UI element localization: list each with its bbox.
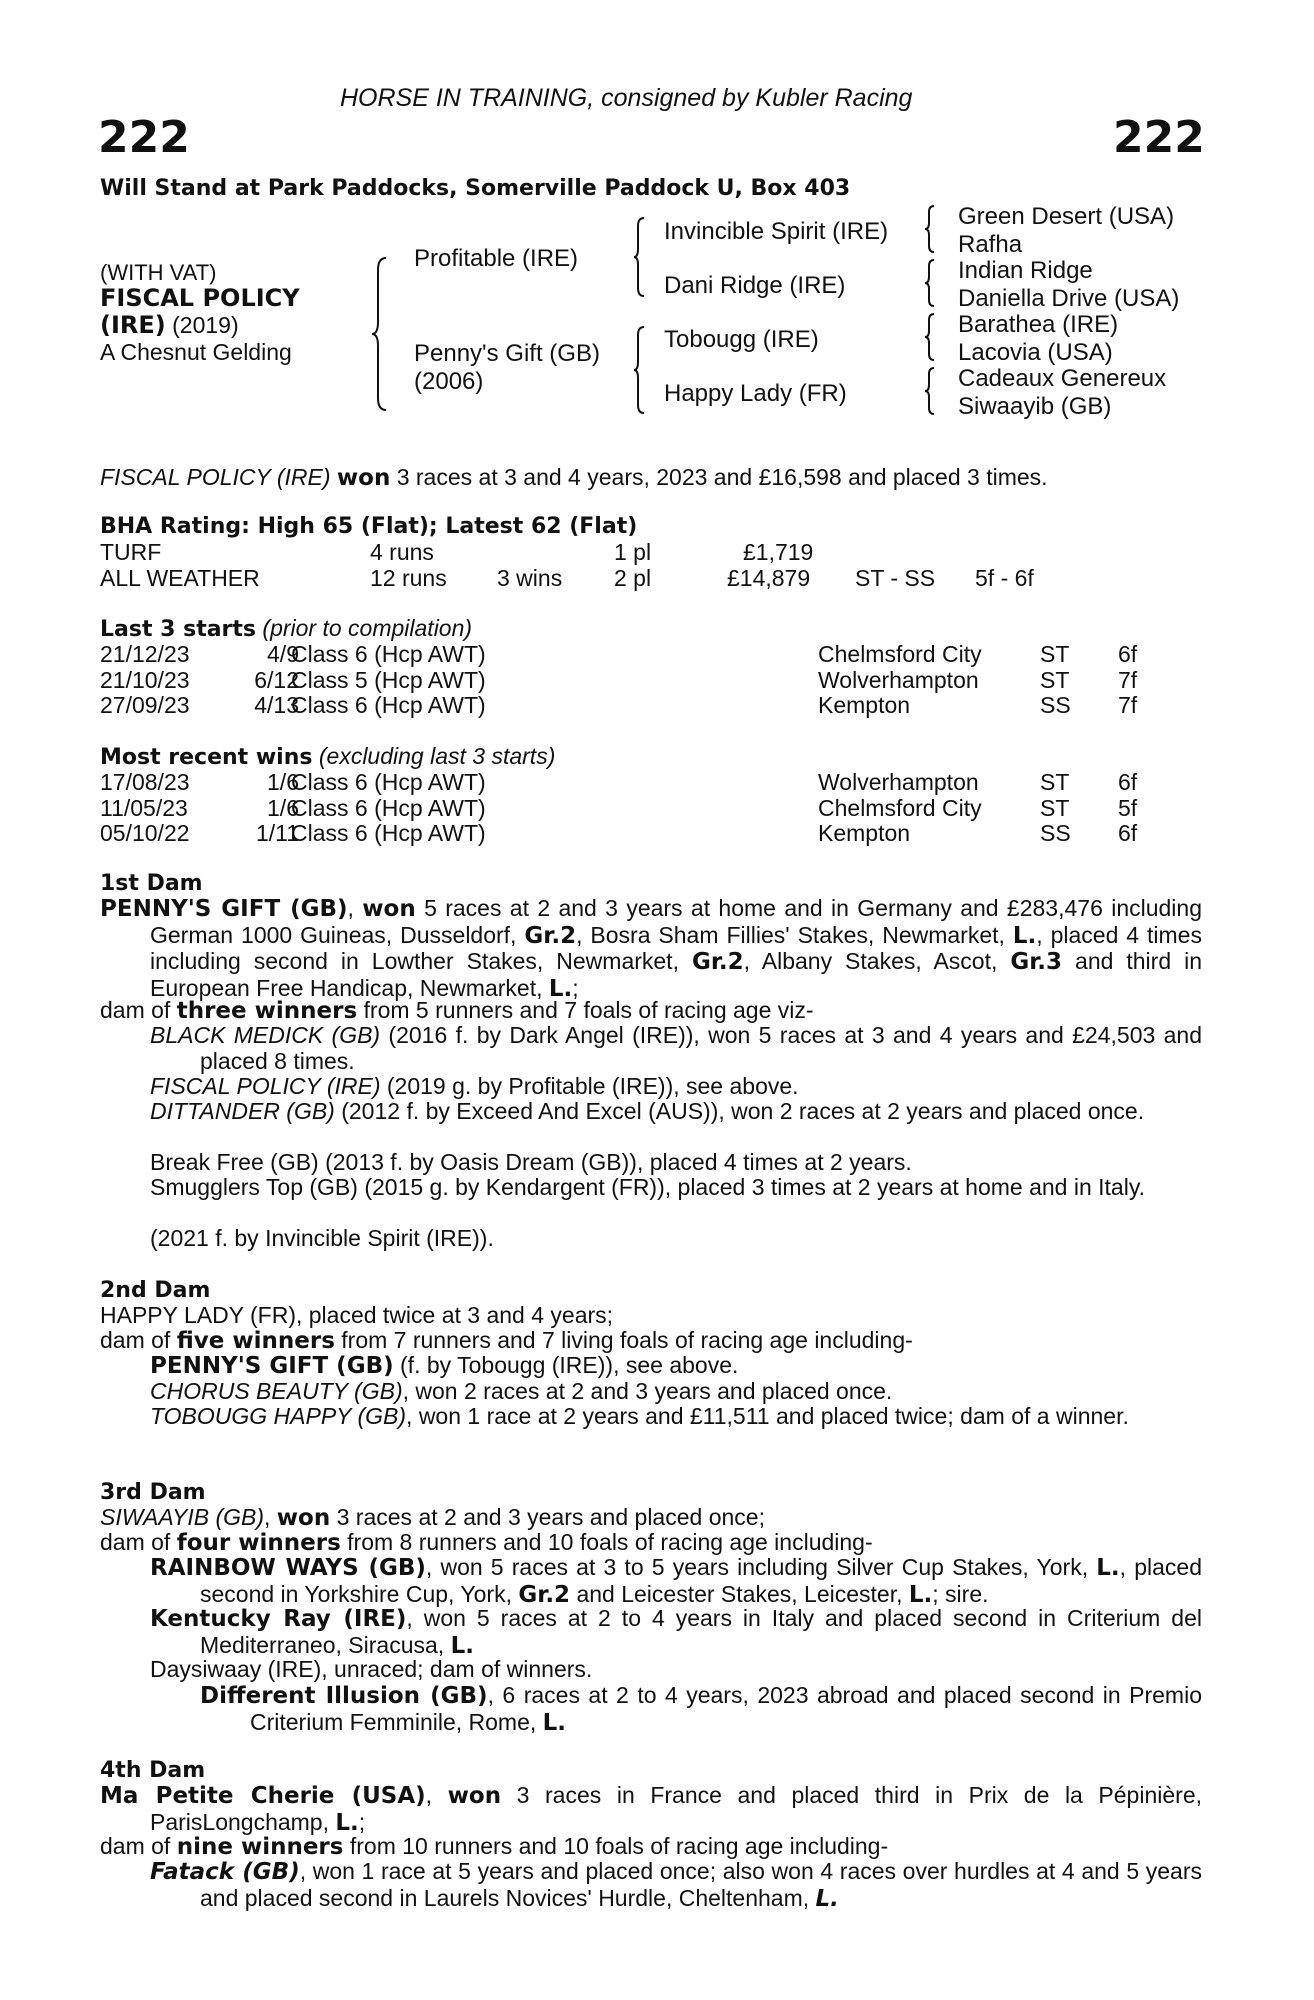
dam3-record: SIWAAYIB (GB), won 3 races at 2 and 3 years and placed once;: [100, 1504, 765, 1531]
pedigree-g3: Cadeaux Genereux: [958, 365, 1167, 392]
dam1-progeny-6: (2021 f. by Invincible Spirit (IRE)).: [150, 1225, 494, 1251]
race-summary: FISCAL POLICY (IRE) won 3 races at 3 and 4 years, 2023 and £16,598 and placed 3 times.: [100, 464, 1048, 491]
pedigree-g3: Indian Ridge: [958, 257, 1093, 284]
start-position: 6/12: [254, 666, 299, 693]
dam4-dam-of: dam of nine winners from 10 runners and 10 foals of racing age including-: [100, 1833, 889, 1860]
pedigree-g3: Siwaayib (GB): [958, 393, 1112, 420]
win-course: Wolverhampton: [818, 769, 979, 795]
start-position: 4/9: [267, 641, 299, 667]
start-date: 21/10/23: [100, 666, 190, 693]
start-surface: ST: [1040, 666, 1070, 693]
rating-surface: ALL WEATHER: [100, 565, 260, 591]
dam1-heading: 1st Dam: [100, 871, 203, 896]
dam1-progeny-1: BLACK MEDICK (GB) (2016 f. by Dark Angel (IRE)), won 5 races at 3 and 4 years and £24,503 and placed 8 times.: [150, 1022, 1202, 1074]
rating-placed: 1 pl: [614, 539, 652, 565]
pedigree-g3: Lacovia (USA): [958, 339, 1113, 366]
pedigree-brace-dam: [632, 325, 648, 415]
pedigree-g3: Rafha: [958, 231, 1023, 258]
start-date: 27/09/23: [100, 692, 190, 718]
lot-number-right: 222: [1113, 112, 1205, 163]
pedigree-brace-g3-3: [924, 312, 938, 362]
dam1-record: PENNY'S GIFT (GB), won 5 races at 2 and 3 years at home and in Germany and £283,476 including German 1000 Guineas, Dusseldorf, Gr.2, Bosra Sham Fillies' Stakes, Newmarket, L., placed 4 times including second in Lowther Stakes, Newmarket, Gr.2, Albany Stakes, Ascot, Gr.3 and third in European Free Handicap, Newmarket, L.;: [100, 895, 1203, 1002]
pedigree-g3: Barathea (IRE): [958, 311, 1119, 338]
stand-location: Will Stand at Park Paddocks, Somerville Paddock U, Box 403: [100, 176, 851, 201]
bha-rating: BHA Rating: High 65 (Flat); Latest 62 (Flat): [100, 514, 638, 539]
win-date: 17/08/23: [100, 769, 190, 795]
pedigree-dam-year: (2006): [414, 368, 484, 395]
win-course: Chelmsford City: [818, 794, 982, 821]
rating-distances: 5f - 6f: [975, 565, 1034, 591]
pedigree-g3: Daniella Drive (USA): [958, 285, 1180, 312]
start-course: Chelmsford City: [818, 641, 982, 667]
dam4-progeny-1: Fatack (GB), won 1 race at 5 years and placed once; also won 4 races over hurdles at 4 and 5 years and placed second in Laurels Novices' Hurdle, Cheltenham, L.: [150, 1858, 1202, 1912]
win-class: Class 6 (Hcp AWT): [291, 820, 486, 846]
dam1-progeny-3: DITTANDER (GB) (2012 f. by Exceed And Excel (AUS)), won 2 races at 2 years and placed once.: [150, 1098, 1145, 1124]
rating-runs: 4 runs: [370, 539, 434, 565]
dam1-dam-of: dam of three winners from 5 runners and 7 foals of racing age viz-: [100, 997, 814, 1024]
start-distance: 6f: [1118, 641, 1138, 667]
dam3-progeny-3: Daysiwaay (IRE), unraced; dam of winners.: [150, 1656, 593, 1682]
dam1-progeny-4: Break Free (GB) (2013 f. by Oasis Dream (GB)), placed 4 times at 2 years.: [150, 1149, 912, 1175]
start-class: Class 5 (Hcp AWT): [291, 666, 486, 693]
pedigree-brace-main: [370, 256, 390, 412]
pedigree-dam-dam: Happy Lady (FR): [664, 380, 847, 407]
win-surface: ST: [1040, 794, 1070, 821]
dam3-progeny-2: Kentucky Ray (IRE), won 5 races at 2 to 4 years in Italy and placed second in Criterium del Mediterraneo, Siracusa, L.: [150, 1605, 1203, 1659]
pedigree-brace-g3-2: [924, 258, 938, 308]
rating-table: [100, 540, 1100, 592]
pedigree-g3: Green Desert (USA): [958, 203, 1175, 230]
win-surface: ST: [1040, 769, 1070, 795]
start-class: Class 6 (Hcp AWT): [291, 692, 486, 718]
pedigree-brace-g3-1: [924, 204, 938, 254]
pedigree-brace-sire: [632, 216, 648, 298]
rating-prize: £1,719: [743, 539, 814, 565]
dam4-heading: 4th Dam: [100, 1758, 206, 1783]
rating-prize: £14,879: [727, 565, 811, 591]
lot-number-left: 222: [98, 112, 190, 163]
start-position: 4/13: [254, 692, 299, 718]
dam2-progeny-1: PENNY'S GIFT (GB) (f. by Tobougg (IRE)), see above.: [150, 1352, 739, 1379]
dam1-progeny-5: Smugglers Top (GB) (2015 g. by Kendargent (FR)), placed 3 times at 2 years at home and in Italy.: [150, 1174, 1146, 1200]
horse-name: FISCAL POLICY: [100, 284, 300, 312]
win-class: Class 6 (Hcp AWT): [291, 794, 486, 821]
start-course: Kempton: [818, 692, 911, 718]
dam3-heading: 3rd Dam: [100, 1480, 206, 1505]
win-date: 11/05/23: [100, 794, 188, 821]
win-distance: 6f: [1118, 820, 1138, 846]
rating-tracks: ST - SS: [855, 565, 936, 591]
pedigree-sire: Profitable (IRE): [414, 245, 579, 272]
pedigree-dam: Penny's Gift (GB): [414, 340, 600, 367]
win-course: Kempton: [818, 820, 911, 846]
rating-placed: 2 pl: [614, 565, 652, 591]
win-surface: SS: [1040, 820, 1071, 846]
last3-heading: Last 3 starts (prior to compilation): [100, 615, 473, 642]
start-distance: 7f: [1118, 692, 1138, 718]
start-surface: SS: [1040, 692, 1071, 718]
dam3-grandprogeny: Different Illusion (GB), 6 races at 2 to 4 years, 2023 abroad and placed second in Premio Criterium Femminile, Rome, L.: [200, 1682, 1202, 1736]
start-surface: ST: [1040, 641, 1070, 667]
win-position: 1/6: [267, 769, 299, 795]
start-date: 21/12/23: [100, 641, 190, 667]
dam2-progeny-3: TOBOUGG HAPPY (GB), won 1 race at 2 years and £11,511 and placed twice; dam of a winner.: [150, 1403, 1129, 1429]
start-course: Wolverhampton: [818, 666, 979, 693]
start-class: Class 6 (Hcp AWT): [291, 641, 486, 667]
pedigree-brace-g3-4: [924, 366, 938, 416]
win-date: 05/10/22: [100, 820, 190, 846]
pedigree-dam-sire: Tobougg (IRE): [664, 326, 819, 353]
start-distance: 7f: [1118, 666, 1138, 693]
consignment-header: HORSE IN TRAINING, consigned by Kubler Racing: [340, 84, 913, 112]
win-position: 1/11: [255, 820, 299, 846]
dam2-record: HAPPY LADY (FR), placed twice at 3 and 4 years;: [100, 1302, 614, 1328]
win-distance: 5f: [1118, 794, 1138, 821]
dam4-record: Ma Petite Cherie (USA), won 3 races in France and placed third in Prix de la Pépinière, ParisLongchamp, L.;: [100, 1782, 1202, 1836]
dam2-heading: 2nd Dam: [100, 1278, 211, 1303]
dam2-dam-of: dam of five winners from 7 runners and 7 living foals of racing age including-: [100, 1327, 913, 1354]
horse-origin-year: (IRE) (2019): [100, 311, 239, 339]
win-class: Class 6 (Hcp AWT): [291, 769, 486, 795]
recent-wins-heading: Most recent wins (excluding last 3 starts): [100, 743, 556, 770]
dam1-progeny-2: FISCAL POLICY (IRE) (2019 g. by Profitable (IRE)), see above.: [150, 1073, 799, 1099]
vat-note: (WITH VAT): [100, 260, 217, 285]
dam3-progeny-1: RAINBOW WAYS (GB), won 5 races at 3 to 5 years including Silver Cup Stakes, York, L., placed second in Yorkshire Cup, York, Gr.2 and Leicester Stakes, Leicester, L.; sire.: [150, 1554, 1202, 1608]
recent-wins-table: [100, 770, 1200, 848]
dam2-progeny-2: CHORUS BEAUTY (GB), won 2 races at 2 and 3 years and placed once.: [150, 1378, 893, 1404]
rating-wins: 3 wins: [497, 565, 563, 591]
horse-description: A Chesnut Gelding: [100, 339, 292, 365]
pedigree-sire-dam: Dani Ridge (IRE): [664, 272, 846, 299]
win-position: 1/6: [267, 794, 299, 821]
rating-runs: 12 runs: [370, 565, 447, 591]
dam3-dam-of: dam of four winners from 8 runners and 10 foals of racing age including-: [100, 1529, 873, 1556]
pedigree-sire-sire: Invincible Spirit (IRE): [664, 218, 889, 245]
rating-surface: TURF: [100, 539, 162, 565]
last3-table: [100, 642, 1200, 720]
win-distance: 6f: [1118, 769, 1138, 795]
